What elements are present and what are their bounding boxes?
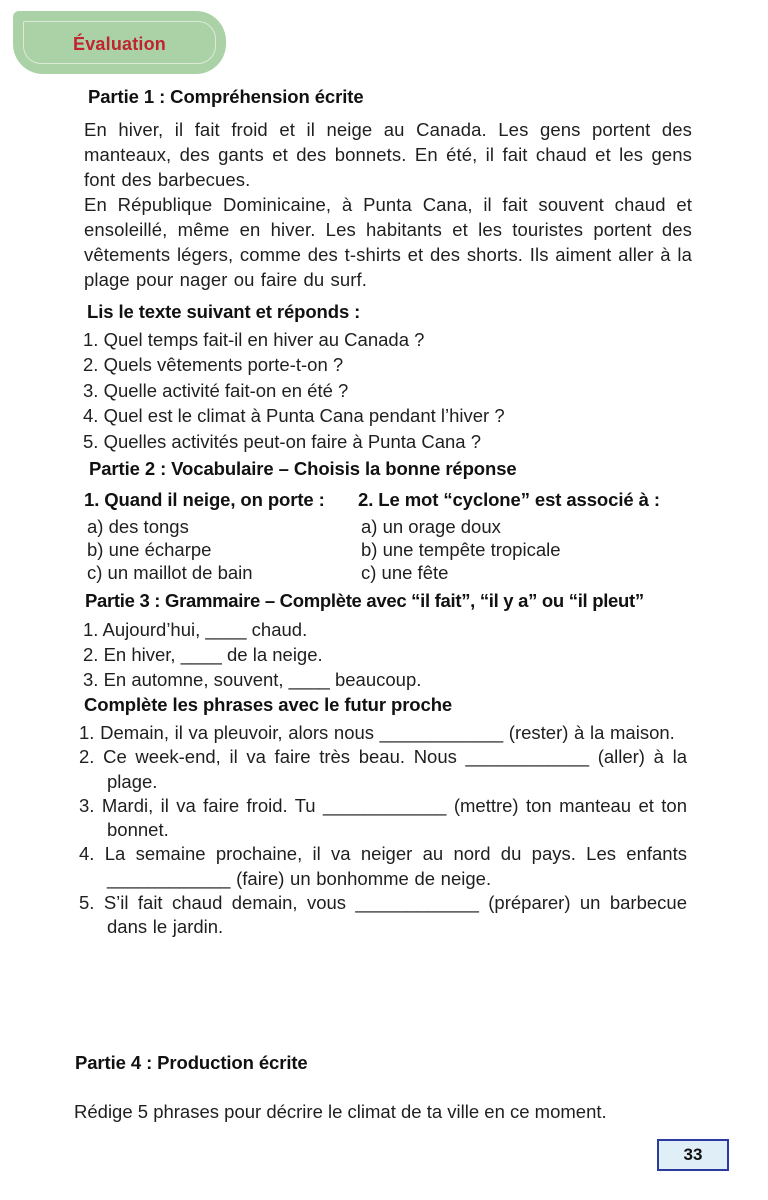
part1-questions: [83, 327, 505, 454]
fill-in-item: 2. En hiver, ____ de la neige.: [83, 643, 323, 665]
mcq-option: c) une fête: [361, 561, 449, 583]
question-item: 4. Quel est le climat à Punta Cana pendant l’hiver ?: [83, 405, 505, 427]
part4-instruction: Rédige 5 phrases pour décrire le climat de ta ville en ce moment.: [74, 1101, 607, 1122]
mcq-question-1-header: 1. Quand il neige, on porte :: [84, 489, 325, 510]
part2-mcq: [84, 489, 696, 584]
part1-instruction: Lis le texte suivant et réponds :: [87, 301, 361, 322]
question-item: 1. Quel temps fait-il en hiver au Canada ?: [83, 329, 425, 350]
futur-proche-item: Ce week-end, il va faire très beau. Nous ____________ (aller) à la plage.: [103, 746, 687, 792]
evaluation-badge: [13, 11, 226, 74]
part3-title: Partie 3 : Grammaire – Complète avec “il fait”, “il y a” ou “il pleut”: [85, 590, 644, 611]
mcq-question-2: [358, 489, 696, 584]
futur-proche-item: Demain, il va pleuvoir, alors nous ____________ (rester) à la maison.: [100, 722, 675, 743]
part4-title: Partie 4 : Production écrite: [75, 1052, 308, 1073]
mcq-question-2-header: 2. Le mot “cyclone” est associé à :: [358, 489, 660, 510]
mcq-option: a) des tongs: [87, 516, 189, 537]
part2-title: Partie 2 : Vocabulaire – Choisis la bonne réponse: [89, 458, 517, 479]
part1-reading-text: [84, 117, 692, 292]
question-item: 3. Quelle activité fait-on en été ?: [83, 379, 349, 401]
mcq-option: b) une écharpe: [87, 538, 212, 560]
futur-proche-title: Complète les phrases avec le futur proche: [84, 694, 453, 715]
evaluation-badge-label: Évaluation: [72, 34, 167, 54]
question-item: 5. Quelles activités peut-on faire à Punta Cana ?: [83, 430, 481, 452]
page-number: 33: [683, 1145, 703, 1164]
futur-proche-item: Mardi, il va faire froid. Tu ____________ (mettre) ton manteau et ton bonnet.: [101, 794, 687, 841]
page-number-box: [657, 1139, 729, 1171]
part1-paragraph-2: En République Dominicaine, à Punta Cana, il fait souvent chaud et ensoleillé, même en hiver. Les habitants et les touristes portent des vêtements légers, comme des t-shirts et des shorts. Ils aiment aller à la plage pour nager ou faire du surf.: [84, 194, 692, 290]
part3-items: [83, 618, 421, 692]
mcq-option: b) une tempête tropicale: [361, 538, 561, 560]
mcq-option: c) un maillot de bain: [87, 561, 253, 583]
question-item: 2. Quels vêtements porte-t-on ?: [83, 354, 344, 376]
fill-in-item: 1. Aujourd’hui, ____ chaud.: [83, 619, 308, 640]
mcq-question-1: [84, 489, 358, 584]
futur-proche-item: S’il fait chaud demain, vous ____________ (préparer) un barbecue dans le jardin.: [103, 892, 688, 938]
futur-proche-list: [79, 721, 687, 940]
part1-paragraph-1: En hiver, il fait froid et il neige au Canada. Les gens portent des manteaux, des gants et des bonnets. En été, il fait chaud et les gens font des barbecues.: [84, 119, 692, 190]
fill-in-item: 3. En automne, souvent, ____ beaucoup.: [83, 668, 422, 690]
mcq-option: a) un orage doux: [361, 516, 501, 537]
part1-title: Partie 1 : Compréhension écrite: [88, 86, 364, 107]
futur-proche-item: La semaine prochaine, il va neiger au nord du pays. Les enfants ____________ (faire) un bonhomme de neige.: [104, 843, 687, 889]
